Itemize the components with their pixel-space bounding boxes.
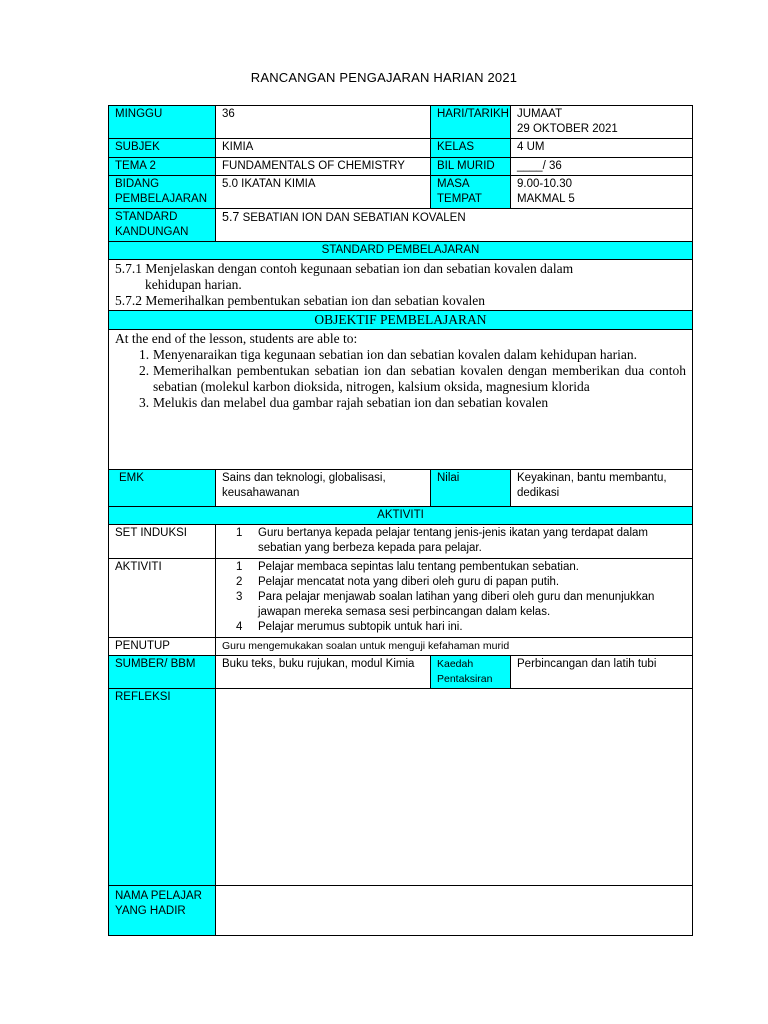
sp-item: 5.7.2 Memerihalkan pembentukan sebatian ion dan sebatian kovalen <box>115 293 486 308</box>
nilai-label: Nilai <box>431 470 511 507</box>
kaedah-value: Perbincangan dan latih tubi <box>511 656 693 689</box>
kelas-label: KELAS <box>431 139 511 158</box>
aktiviti-item: 1 Pelajar membaca sepintas lalu tentang pembentukan sebatian. <box>236 561 579 573</box>
bil-murid-label: BIL MURID <box>431 158 511 176</box>
emk-label: EMK <box>109 470 216 507</box>
sp-list <box>109 260 693 311</box>
masa-label: MASA TEMPAT <box>431 176 511 209</box>
objektif-intro: At the end of the lesson, students are able to: <box>115 331 358 346</box>
set-induksi-item: 1 Guru bertanya kepada pelajar tentang jenis-jenis ikatan yang terdapat dalam sebatian yang berbeza kepada para pelajar. <box>236 527 648 554</box>
subjek-label: SUBJEK <box>109 139 216 158</box>
sp-header: STANDARD PEMBELAJARAN <box>109 242 693 260</box>
aktiviti-item: 3 Para pelajar menjawab soalan latihan yang diberi oleh guru dan menunjukkan jawapan mereka semasa sesi perbincangan dalam kelas. <box>236 591 655 618</box>
subjek-value: KIMIA <box>216 139 431 158</box>
set-induksi-list <box>216 525 693 559</box>
lesson-plan-table <box>108 105 693 936</box>
sumber-label: SUMBER/ BBM <box>109 656 216 689</box>
objektif-header: OBJEKTIF PEMBELAJARAN <box>109 311 693 330</box>
nilai-value: Keyakinan, bantu membantu, dedikasi <box>511 470 693 507</box>
standard-value: 5.7 SEBATIAN ION DAN SEBATIAN KOVALEN <box>216 209 693 242</box>
objektif-item: 2. Memerihalkan pembentukan sebatian ion dan sebatian kovalen dengan memberikan dua contoh sebatian (molekul karbon dioksida, nitrogen, kalsium oksida, magnesium klorida <box>139 363 686 394</box>
set-induksi-label: SET INDUKSI <box>109 525 216 559</box>
objektif-item: 3. Melukis dan melabel dua gambar rajah sebatian ion dan sebatian kovalen <box>139 395 549 410</box>
penutup-label: PENUTUP <box>109 638 216 656</box>
hari-label: HARI/TARIKH <box>431 106 511 139</box>
masa-value: 9.00-10.30 MAKMAL 5 <box>511 176 693 209</box>
minggu-label: MINGGU <box>109 106 216 139</box>
nama-pelajar-value <box>216 886 693 936</box>
kaedah-label: Kaedah Pentaksiran <box>431 656 511 689</box>
objektif-item: 1. Menyenaraikan tiga kegunaan sebatian ion dan sebatian kovalen dalam kehidupan harian. <box>139 347 637 362</box>
aktiviti-item: 4 Pelajar merumus subtopik untuk hari ini. <box>236 621 463 633</box>
refleksi-value <box>216 689 693 886</box>
hari-value: JUMAAT 29 OKTOBER 2021 <box>511 106 693 139</box>
tema-value: FUNDAMENTALS OF CHEMISTRY <box>216 158 431 176</box>
objektif-body <box>109 330 693 470</box>
bil-murid-value: ____/ 36 <box>511 158 693 176</box>
page-title: RANCANGAN PENGAJARAN HARIAN 2021 <box>250 70 518 85</box>
bidang-label: BIDANG PEMBELAJARAN <box>109 176 216 209</box>
standard-label: STANDARD KANDUNGAN <box>109 209 216 242</box>
aktiviti-label: AKTIVITI <box>109 559 216 638</box>
bidang-value: 5.0 IKATAN KIMIA <box>216 176 431 209</box>
kelas-value: 4 UM <box>511 139 693 158</box>
penutup-value: Guru mengemukakan soalan untuk menguji kefahaman murid <box>216 638 693 656</box>
aktiviti-item: 2 Pelajar mencatat nota yang diberi oleh guru di papan putih. <box>236 576 560 588</box>
tema-label: TEMA 2 <box>109 158 216 176</box>
refleksi-label: REFLEKSI <box>109 689 216 886</box>
aktiviti-list <box>216 559 693 638</box>
minggu-value: 36 <box>216 106 431 139</box>
aktiviti-header: AKTIVITI <box>109 507 693 525</box>
sp-item: 5.7.1 Menjelaskan dengan contoh kegunaan sebatian ion dan sebatian kovalen dalam <box>115 261 574 276</box>
nama-pelajar-label: NAMA PELAJAR YANG HADIR <box>109 886 216 936</box>
sumber-value: Buku teks, buku rujukan, modul Kimia <box>216 656 431 689</box>
sp-item-cont: kehidupan harian. <box>145 277 242 292</box>
emk-value: Sains dan teknologi, globalisasi, keusahawanan <box>216 470 431 507</box>
